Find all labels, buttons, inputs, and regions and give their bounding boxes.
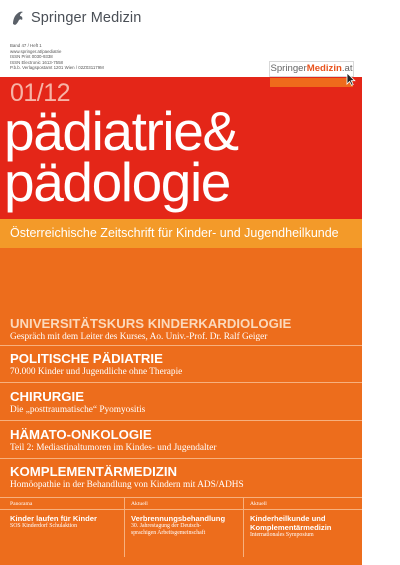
brand-name bbox=[31, 10, 141, 26]
brand-springer: Springer bbox=[31, 10, 87, 26]
topic-heading: KOMPLEMENTÄRMEDIZIN bbox=[10, 464, 178, 479]
topic-heading: POLITISCHE PÄDIATRIE bbox=[10, 351, 163, 366]
topic-divider bbox=[0, 345, 362, 346]
meta-line: www.springer.at/paediatrie bbox=[10, 48, 62, 54]
teaser-title: Verbrennungsbehandlung bbox=[131, 514, 226, 523]
topic-divider bbox=[0, 382, 362, 383]
teaser-label: Aktuell bbox=[131, 501, 148, 507]
meta-line: Band 47 / Heft 1 bbox=[10, 43, 42, 48]
meta-line: P.b.b. Verlagspostamt 1201 Wien / 02Z031179M bbox=[10, 65, 104, 71]
website-badge-medizin: Medizin bbox=[306, 63, 342, 74]
topic-item[interactable] bbox=[10, 464, 244, 491]
topic-divider bbox=[0, 420, 362, 421]
teaser-label: Aktuell bbox=[250, 501, 267, 507]
journal-title-line1: pädiatrie& bbox=[4, 100, 238, 162]
topic-divider bbox=[0, 497, 362, 498]
topic-text: 70.000 Kinder und Jugendliche ohne Therapie bbox=[10, 367, 183, 377]
topic-item[interactable] bbox=[10, 316, 291, 343]
website-badge-tld: .at bbox=[341, 63, 353, 74]
meta-line: ISSN Print 0030-9338 bbox=[10, 54, 53, 60]
website-badge[interactable] bbox=[269, 61, 354, 77]
teaser-panorama[interactable] bbox=[10, 500, 126, 530]
teaser-text: Internationales Symposium bbox=[250, 532, 314, 538]
website-badge-springer: Springer bbox=[270, 63, 307, 74]
topic-text: Homöopathie in der Behandlung von Kindern mit ADS/ADHS bbox=[10, 480, 244, 490]
topic-item[interactable] bbox=[10, 389, 145, 416]
topic-text: Die „posttraumatische“ Pyomyositis bbox=[10, 405, 146, 415]
teaser-text: 30. Jahrestagung der Deutsch-sprachigen Arbeitsgemeinschaft bbox=[131, 523, 206, 536]
topic-heading: HÄMATO-ONKOLOGIE bbox=[10, 427, 152, 442]
teaser-aktuell-2[interactable] bbox=[250, 500, 366, 539]
badge-strip bbox=[270, 78, 353, 87]
journal-title-line2: pädologie bbox=[4, 151, 230, 213]
teaser-title: Kinderheilkunde und Komplementärmedizin bbox=[250, 514, 332, 532]
issue-number: 01/12 bbox=[10, 79, 71, 107]
publisher-brand[interactable] bbox=[9, 9, 141, 27]
springer-horse-icon bbox=[9, 9, 27, 27]
topic-divider bbox=[0, 458, 362, 459]
publication-meta bbox=[10, 43, 104, 71]
teaser-label: Panorama bbox=[10, 501, 33, 507]
topic-item[interactable] bbox=[10, 351, 182, 378]
mouse-cursor-icon bbox=[346, 72, 356, 86]
teaser-aktuell-1[interactable] bbox=[131, 500, 247, 537]
topic-text: Teil 2: Mediastinaltumoren im Kindes- und Jugendalter bbox=[10, 443, 217, 453]
topic-text: Gespräch mit dem Leiter des Kurses, Ao. Univ.-Prof. Dr. Ralf Geiger bbox=[10, 332, 268, 342]
topic-item[interactable] bbox=[10, 427, 216, 454]
topic-heading: UNIVERSITÄTSKURS KINDERKARDIOLOGIE bbox=[10, 316, 292, 331]
journal-subtitle: Österreichische Zeitschrift für Kinder- und Jugendheilkunde bbox=[0, 219, 362, 248]
teaser-text: SOS Kinderdorf Schulaktion bbox=[10, 523, 77, 529]
teaser-title: Kinder laufen für Kinder bbox=[10, 514, 97, 523]
topic-heading: CHIRURGIE bbox=[10, 389, 84, 404]
meta-line: ISSN Electronic 1613-7558 bbox=[10, 59, 63, 65]
brand-medizin: Medizin bbox=[90, 10, 142, 26]
